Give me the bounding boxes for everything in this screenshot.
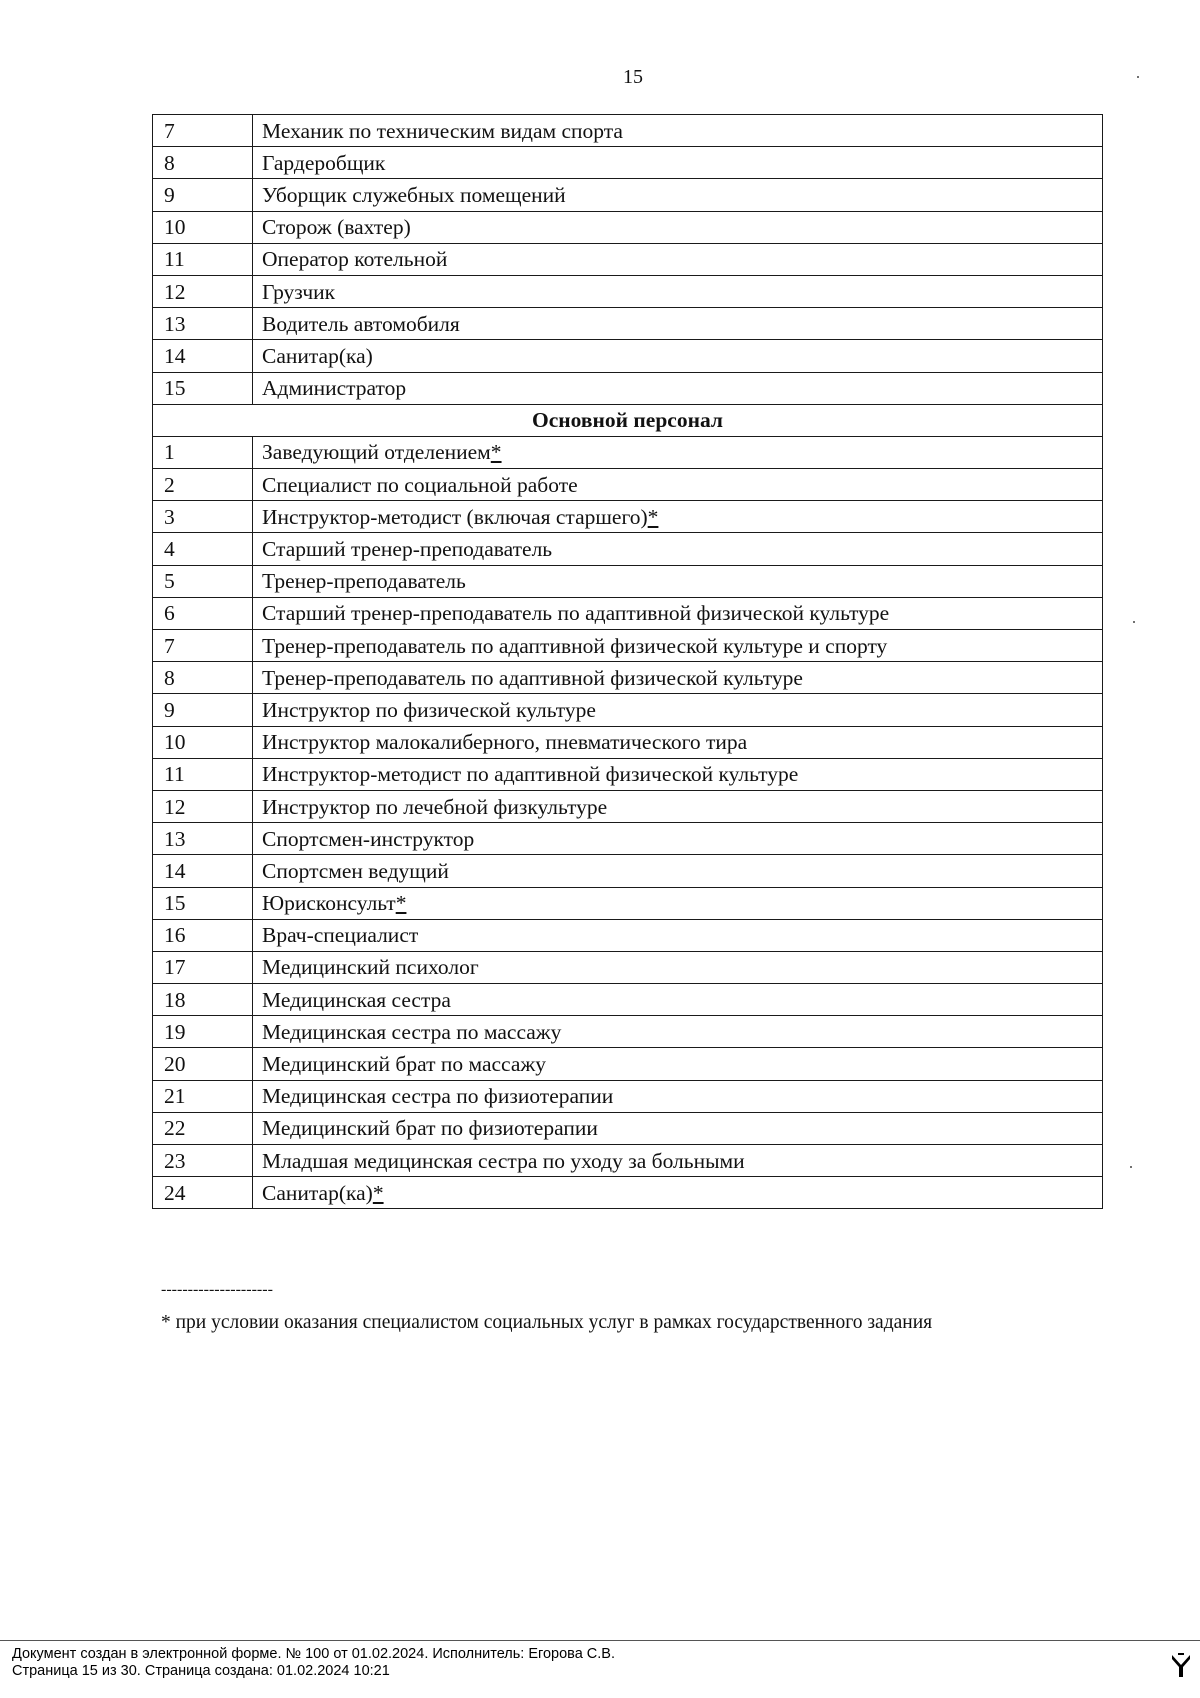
table-row — [153, 243, 1103, 275]
row-number: 11 — [153, 243, 253, 275]
row-number: 10 — [153, 726, 253, 758]
position-name: Администратор — [262, 376, 407, 401]
row-number: 23 — [153, 1145, 253, 1177]
position-name-cell — [253, 179, 1103, 211]
table-row — [153, 726, 1103, 758]
position-name-cell — [253, 565, 1103, 597]
position-name-cell — [253, 340, 1103, 372]
position-name: Медицинская сестра по физиотерапии — [262, 1084, 614, 1109]
position-name: Тренер-преподаватель по адаптивной физической культуре — [262, 665, 803, 690]
position-name: Механик по техническим видам спорта — [262, 118, 623, 143]
position-name: Старший тренер-преподаватель — [262, 537, 553, 562]
position-name-cell — [253, 308, 1103, 340]
position-name-cell — [253, 758, 1103, 790]
row-number: 17 — [153, 951, 253, 983]
table-row — [153, 372, 1103, 404]
position-name-cell — [253, 275, 1103, 307]
footer-document-info: Документ создан в электронной форме. № 100 от 01.02.2024. Исполнитель: Егорова С.В. — [12, 1646, 616, 1662]
table-row — [153, 533, 1103, 565]
table-row — [153, 1016, 1103, 1048]
scan-speck — [1133, 621, 1135, 623]
row-number: 16 — [153, 919, 253, 951]
position-name-cell — [253, 533, 1103, 565]
row-number: 12 — [153, 275, 253, 307]
position-name: Оператор котельной — [262, 247, 448, 272]
table-row — [153, 823, 1103, 855]
position-name-cell — [253, 1016, 1103, 1048]
position-name: Водитель автомобиля — [262, 311, 460, 336]
position-name: Старший тренер-преподаватель по адаптивной физической культуре — [262, 601, 890, 626]
position-name: Специалист по социальной работе — [262, 472, 578, 497]
position-name: Инструктор по физической культуре — [262, 697, 596, 722]
table-row — [153, 951, 1103, 983]
position-name-cell — [253, 855, 1103, 887]
row-number: 14 — [153, 855, 253, 887]
position-name-cell — [253, 887, 1103, 919]
row-number: 22 — [153, 1112, 253, 1144]
position-name: Медицинский психолог — [262, 955, 479, 980]
position-name: Грузчик — [262, 279, 336, 304]
row-number: 8 — [153, 662, 253, 694]
position-name: Медицинская сестра — [262, 987, 451, 1012]
position-name-cell — [253, 597, 1103, 629]
position-name-cell — [253, 1112, 1103, 1144]
page-number: 15 — [623, 66, 643, 88]
document-system-logo-icon — [1170, 1653, 1192, 1679]
row-number: 21 — [153, 1080, 253, 1112]
position-name: Спортсмен-инструктор — [262, 826, 475, 851]
row-number: 1 — [153, 436, 253, 468]
position-name: Сторож (вахтер) — [262, 215, 411, 240]
row-number: 13 — [153, 823, 253, 855]
row-number: 14 — [153, 340, 253, 372]
position-name-cell — [253, 919, 1103, 951]
table-row — [153, 919, 1103, 951]
row-number: 9 — [153, 694, 253, 726]
table-row — [153, 790, 1103, 822]
position-name: Инструктор-методист по адаптивной физической культуре — [262, 762, 799, 787]
row-number: 7 — [153, 115, 253, 147]
row-number: 10 — [153, 211, 253, 243]
position-name: Спортсмен ведущий — [262, 858, 449, 883]
row-number: 15 — [153, 372, 253, 404]
table-row — [153, 147, 1103, 179]
table-row — [153, 1112, 1103, 1144]
table-row — [153, 565, 1103, 597]
table-row — [153, 855, 1103, 887]
table-row — [153, 1145, 1103, 1177]
table-row — [153, 1177, 1103, 1209]
position-name: Инструктор по лечебной физкультуре — [262, 794, 608, 819]
table-row — [153, 436, 1103, 468]
footer-page-info: Страница 15 из 30. Страница создана: 01.02.2024 10:21 — [12, 1663, 390, 1679]
table-row — [153, 469, 1103, 501]
position-name: Инструктор малокалиберного, пневматического тира — [262, 730, 748, 755]
position-name: Медицинский брат по физиотерапии — [262, 1116, 598, 1141]
row-number: 7 — [153, 630, 253, 662]
position-name-cell — [253, 243, 1103, 275]
position-name-cell — [253, 790, 1103, 822]
position-name-cell — [253, 951, 1103, 983]
staff-positions-table — [152, 114, 1103, 1209]
row-number: 19 — [153, 1016, 253, 1048]
row-number: 2 — [153, 469, 253, 501]
row-number: 24 — [153, 1177, 253, 1209]
position-name: Медицинская сестра по массажу — [262, 1019, 562, 1044]
footnote-separator: --------------------- — [161, 1281, 273, 1298]
row-number: 13 — [153, 308, 253, 340]
table-row — [153, 630, 1103, 662]
position-name-cell — [253, 1177, 1103, 1209]
position-name-cell — [253, 469, 1103, 501]
row-number: 20 — [153, 1048, 253, 1080]
position-name-cell — [253, 984, 1103, 1016]
position-name-cell — [253, 211, 1103, 243]
section-title: Основной персонал — [153, 404, 1103, 436]
section-header-row — [153, 404, 1103, 436]
row-number: 11 — [153, 758, 253, 790]
position-name-cell — [253, 372, 1103, 404]
position-name: Инструктор-методист (включая старшего) — [262, 504, 648, 529]
position-name: Гардеробщик — [262, 150, 386, 175]
position-name: Врач-специалист — [262, 923, 419, 948]
footnote-marker: * — [647, 504, 659, 529]
position-name: Уборщик служебных помещений — [262, 182, 566, 207]
position-name-cell — [253, 501, 1103, 533]
position-name: Юрисконсульт — [262, 891, 396, 916]
table-row — [153, 340, 1103, 372]
position-name-cell — [253, 694, 1103, 726]
position-name: Тренер-преподаватель — [262, 569, 466, 594]
position-name-cell — [253, 436, 1103, 468]
table-row — [153, 597, 1103, 629]
table-row — [153, 501, 1103, 533]
table-row — [153, 211, 1103, 243]
position-name: Заведующий отделением — [262, 440, 491, 465]
footer-divider — [0, 1640, 1200, 1641]
position-name: Младшая медицинская сестра по уходу за больными — [262, 1148, 745, 1173]
position-name-cell — [253, 1145, 1103, 1177]
row-number: 15 — [153, 887, 253, 919]
position-name: Тренер-преподаватель по адаптивной физической культуре и спорту — [262, 633, 888, 658]
row-number: 18 — [153, 984, 253, 1016]
table-row — [153, 758, 1103, 790]
scan-speck — [1137, 76, 1139, 78]
table-row — [153, 984, 1103, 1016]
row-number: 4 — [153, 533, 253, 565]
position-name-cell — [253, 662, 1103, 694]
table-row — [153, 694, 1103, 726]
position-name-cell — [253, 823, 1103, 855]
table-row — [153, 887, 1103, 919]
table-row — [153, 308, 1103, 340]
position-name-cell — [253, 115, 1103, 147]
footnote-marker: * — [372, 1180, 384, 1205]
table-row — [153, 662, 1103, 694]
table-row — [153, 1080, 1103, 1112]
position-name-cell — [253, 726, 1103, 758]
footnote-marker: * — [395, 891, 407, 916]
row-number: 12 — [153, 790, 253, 822]
table-row — [153, 275, 1103, 307]
row-number: 5 — [153, 565, 253, 597]
row-number: 8 — [153, 147, 253, 179]
position-name: Медицинский брат по массажу — [262, 1052, 547, 1077]
position-name: Санитар(ка) — [262, 343, 373, 368]
position-name-cell — [253, 630, 1103, 662]
footnote-marker: * — [490, 440, 502, 465]
table-row — [153, 115, 1103, 147]
table-row — [153, 1048, 1103, 1080]
staff-table-body — [153, 115, 1103, 1209]
position-name-cell — [253, 1048, 1103, 1080]
position-name: Санитар(ка) — [262, 1180, 373, 1205]
document-footer — [12, 1646, 615, 1680]
row-number: 6 — [153, 597, 253, 629]
scan-speck — [1130, 1166, 1132, 1168]
row-number: 3 — [153, 501, 253, 533]
footnote-text: * при условии оказания специалистом социальных услуг в рамках государственного задания — [161, 1312, 933, 1333]
row-number: 9 — [153, 179, 253, 211]
position-name-cell — [253, 147, 1103, 179]
table-row — [153, 179, 1103, 211]
position-name-cell — [253, 1080, 1103, 1112]
